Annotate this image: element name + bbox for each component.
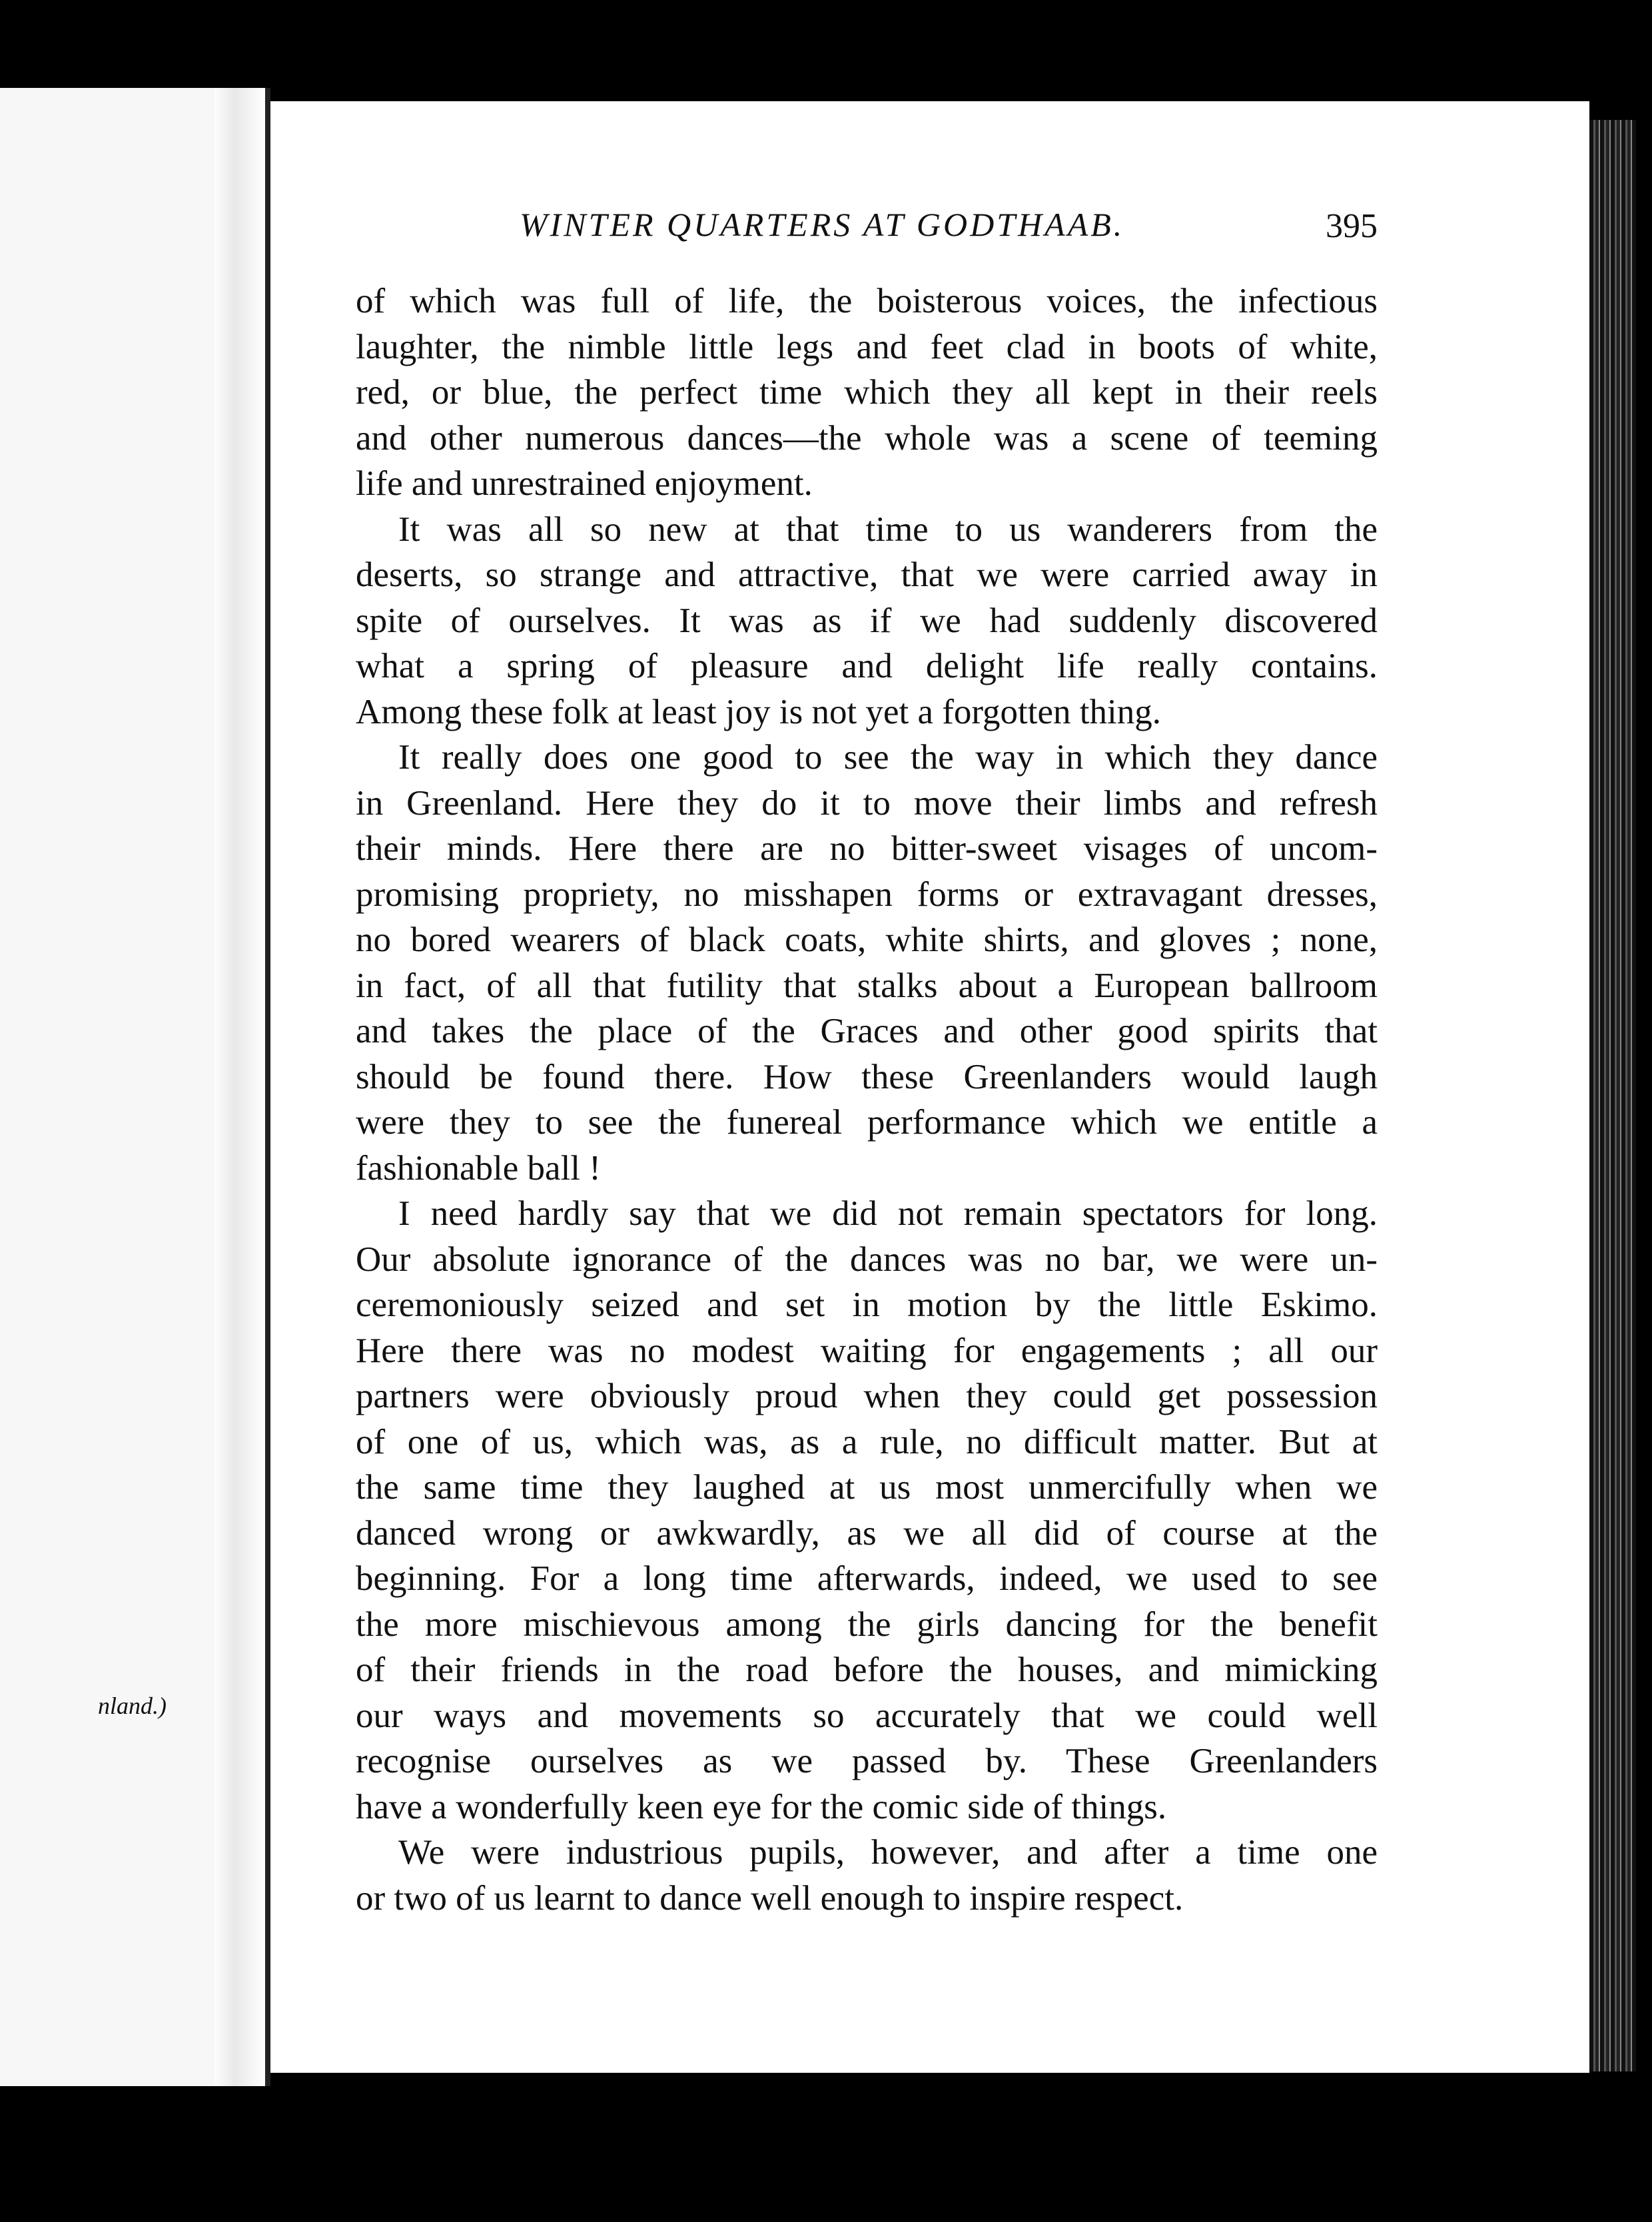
text-line: red, or blue, the perfect time which they all kept in their reels (356, 373, 1378, 412)
text-line: Our absolute ignorance of the dances was no bar, we were un- (356, 1240, 1378, 1279)
page-edges (1589, 120, 1636, 2071)
text-line: It was all so new at that time to us wanderers from the (398, 510, 1378, 549)
gutter-shadow (265, 88, 270, 2086)
text-line: were they to see the funereal performance which we entitle a (356, 1103, 1378, 1142)
text-line: what a spring of pleasure and delight life really contains. (356, 647, 1378, 685)
text-line: We were industrious pupils, however, and after a time one (398, 1833, 1378, 1872)
text-line: of which was full of life, the boisterous voices, the infectious (356, 282, 1378, 320)
text-line: partners were obviously proud when they could get possession (356, 1377, 1378, 1415)
book-gutter (214, 88, 266, 2086)
text-line: should be found there. How these Greenlanders would laugh (356, 1057, 1378, 1096)
text-line: or two of us learnt to dance well enough to inspire respect. (356, 1878, 1184, 1918)
text-line: life and unrestrained enjoyment. (356, 464, 813, 503)
text-line: and takes the place of the Graces and other good spirits that (356, 1012, 1378, 1050)
text-line: danced wrong or awkwardly, as we all did of course at the (356, 1513, 1378, 1553)
text-line: promising propriety, no misshapen forms or extravagant dresses, (356, 875, 1378, 914)
left-page-caption: nland.) (98, 1692, 167, 1719)
text-line: our ways and movements so accurately that we could well (356, 1696, 1378, 1735)
paragraph (356, 278, 1378, 507)
text-line: have a wonderfully keen eye for the comic side of things. (356, 1787, 1167, 1826)
running-head: WINTER QUARTERS AT GODTHAAB. (520, 206, 1125, 243)
text-line: of their friends in the road before the houses, and mimicking (356, 1651, 1378, 1689)
text-line: deserts, so strange and attractive, that we were carried away in (356, 556, 1378, 594)
text-line: fashionable ball ! (356, 1148, 601, 1188)
text-line: recognise ourselves as we passed by. These Greenlanders (356, 1742, 1378, 1780)
text-line: the more mischievous among the girls dancing for the benefit (356, 1605, 1378, 1644)
text-line: beginning. For a long time afterwards, indeed, we used to see (356, 1559, 1378, 1598)
text-line: their minds. Here there are no bitter-sweet visages of uncom- (356, 829, 1378, 868)
text-line: no bored wearers of black coats, white shirts, and gloves ; none, (356, 921, 1378, 959)
text-line: I need hardly say that we did not remain spectators for long. (398, 1194, 1378, 1233)
text-line: Here there was no modest waiting for engagements ; all our (356, 1331, 1378, 1370)
paragraph (356, 735, 1378, 1191)
text-line: and other numerous dances—the whole was a scene of teeming (356, 418, 1378, 458)
paragraph (356, 1830, 1378, 1921)
text-line: spite of ourselves. It was as if we had suddenly discovered (356, 601, 1378, 640)
text-line: It really does one good to see the way in which they dance (398, 738, 1378, 777)
text-line: the same time they laughed at us most unmercifully when we (356, 1468, 1378, 1507)
body-text (356, 278, 1378, 1921)
page-number: 395 (1326, 207, 1378, 245)
text-line: of one of us, which was, as a rule, no difficult matter. But at (356, 1422, 1378, 1461)
paragraph (356, 507, 1378, 735)
text-line: ceremoniously seized and set in motion by the little Eskimo. (356, 1286, 1378, 1324)
text-line: in fact, of all that futility that stalks about a European ballroom (356, 966, 1378, 1005)
paragraph (356, 1191, 1378, 1830)
text-line: Among these folk at least joy is not yet a forgotten thing. (356, 692, 1161, 731)
text-line: laughter, the nimble little legs and feet clad in boots of white, (356, 327, 1378, 366)
text-line: in Greenland. Here they do it to move their limbs and refresh (356, 783, 1378, 823)
